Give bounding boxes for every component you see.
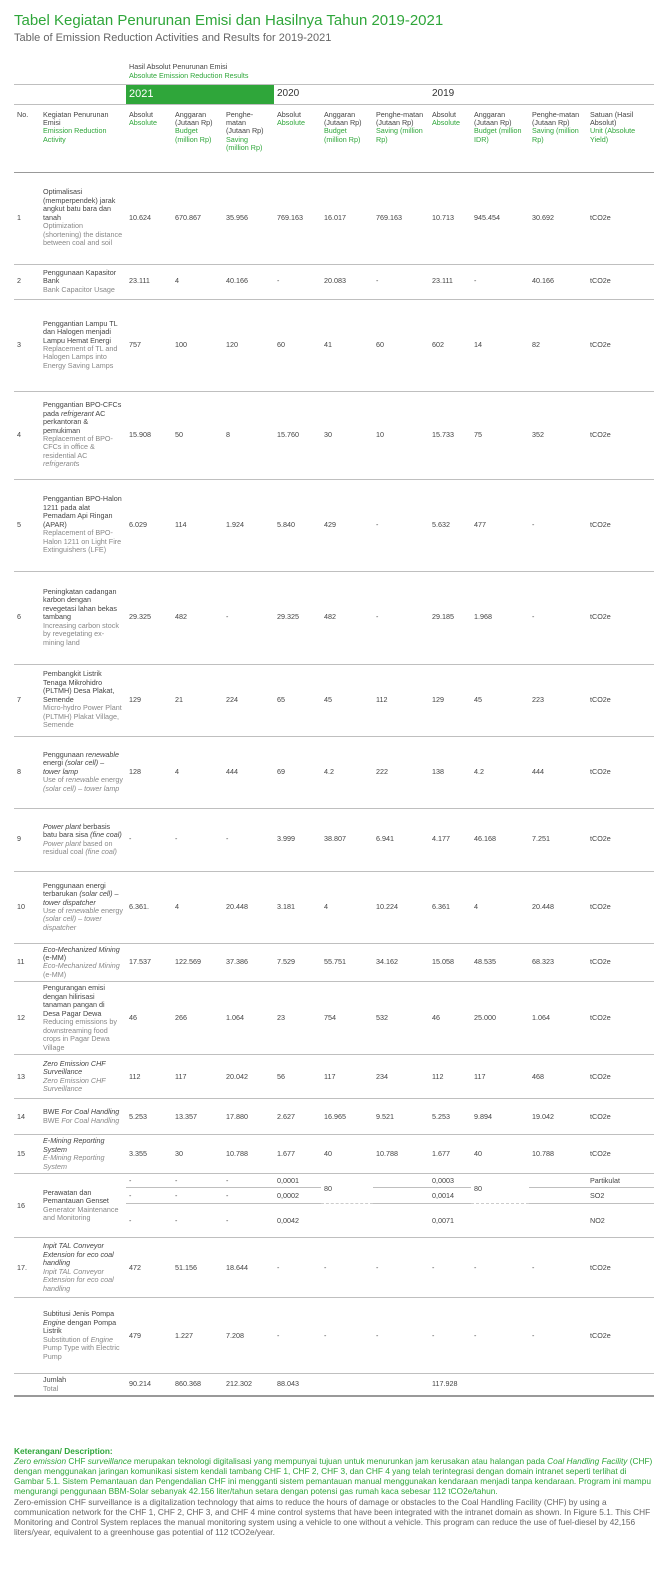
value-cell: 6.361 (429, 871, 471, 943)
value-cell: 234 (373, 1055, 429, 1099)
value-cell: - (321, 1298, 373, 1374)
value-cell: - (172, 808, 223, 871)
row-number: 12 (14, 982, 40, 1055)
row-number: 17. (14, 1238, 40, 1298)
value-cell: 0,0071 (429, 1204, 471, 1238)
notes-indonesian: Zero emission CHF surveillance merupakan teknologi digitalisasi yang mempunyai tujuan untuk menurunkan jam kerusakan atau halangan pada Coal Handling Facility (CHF) dengan menggunakan jaringan komunikasi sistem kendali tambang CHF 1, CHF 2, CHF 3, dan CHF 4 yang telah terintegrasi dengan domain intranet seperti terlihat di Gambar 5.1. Sistem Pemantauan dan Pengendalian CHF ini mengganti sistem pemantauan manual menggunakan kendaraan menjadi tanpa kendaraan. Program ini mampu mengurangi penggunaan BBM-Solar sebanyak 42.156 liter/tahun setara dengan potensi gas rumah kaca sebesar 112 tCO2e/tahun. (14, 1456, 653, 1497)
value-cell: 30 (172, 1135, 223, 1174)
row-number: 3 (14, 299, 40, 391)
activity-cell: Inpit TAL Conveyor Extension for eco coal handling Inpit TAL Conveyor Extension for eco coal handling (40, 1238, 126, 1298)
unit-cell: tCO2e (587, 391, 654, 479)
value-cell: - (529, 1238, 587, 1298)
row-number: 1 (14, 172, 40, 264)
col-budget-2021: Anggaran (Jutaan Rp) Budget (million Rp) (172, 104, 223, 172)
value-cell: 75 (471, 391, 529, 479)
row-number: 8 (14, 736, 40, 808)
group-header: Hasil Absolut Penurunan Emisi Absolute Emission Reduction Results (126, 60, 587, 84)
row-number: 13 (14, 1055, 40, 1099)
value-cell: 1.064 (529, 982, 587, 1055)
value-cell: 477 (471, 479, 529, 571)
value-cell: 29.185 (429, 571, 471, 664)
activity-cell: Penggunaan renewable energi (solar cell) – tower lamp Use of renewable energy (solar cell) – tower lamp (40, 736, 126, 808)
table-row (14, 479, 654, 571)
page-title: Tabel Kegiatan Penurunan Emisi dan Hasilnya Tahun 2019-2021 (14, 12, 444, 29)
value-cell: 1.677 (274, 1135, 321, 1174)
value-cell: 10.224 (373, 871, 429, 943)
year-2020-header: 2020 (274, 84, 429, 104)
value-cell: 4.177 (429, 808, 471, 871)
value-cell: 16.017 (321, 172, 373, 264)
value-cell: - (471, 264, 529, 299)
value-cell: 3.355 (126, 1135, 172, 1174)
value-cell: - (373, 1298, 429, 1374)
value-cell: 112 (373, 664, 429, 736)
value-cell: 20.042 (223, 1055, 274, 1099)
unit-cell: tCO2e (587, 1055, 654, 1099)
value-cell: 37.386 (223, 943, 274, 982)
unit-cell: tCO2e (587, 1099, 654, 1135)
value-cell: 4 (172, 736, 223, 808)
value-cell: 60 (274, 299, 321, 391)
value-cell: 1.227 (172, 1298, 223, 1374)
table-row (14, 1174, 654, 1188)
value-cell: 468 (529, 1055, 587, 1099)
activity-cell: E-Mining Reporting System E-Mining Reporting System (40, 1135, 126, 1174)
row-number: 2 (14, 264, 40, 299)
table-row (14, 299, 654, 391)
value-cell: 117 (321, 1055, 373, 1099)
unit-cell: SO2 (587, 1188, 654, 1204)
value-cell: 20.083 (321, 264, 373, 299)
table-row (14, 1298, 654, 1374)
row-number: 5 (14, 479, 40, 571)
value-cell: 223 (529, 664, 587, 736)
value-cell: 602 (429, 299, 471, 391)
value-cell: 7.208 (223, 1298, 274, 1374)
value-cell: 429 (321, 479, 373, 571)
activity-cell: Penggantian BPO-CFCs pada refrigerant AC perkantoran & pemukiman Replacement of BPO-CFCs in office & residential AC refrigerants (40, 391, 126, 479)
value-cell: 13.357 (172, 1099, 223, 1135)
row-number: 14 (14, 1099, 40, 1135)
value-cell (529, 1174, 587, 1188)
value-cell: 128 (126, 736, 172, 808)
unit-cell: tCO2e (587, 479, 654, 571)
activity-cell: Subtitusi Jenis Pompa Engine dengan Pompa Listrik Substitution of Engine Pump Type with Electric Pump (40, 1298, 126, 1374)
year-2019-header: 2019 (429, 84, 587, 104)
value-cell: 222 (373, 736, 429, 808)
table-row (14, 982, 654, 1055)
table-row (14, 264, 654, 299)
unit-cell: tCO2e (587, 264, 654, 299)
value-cell: 40 (471, 1135, 529, 1174)
value-cell: 945.454 (471, 172, 529, 264)
value-cell: 46.168 (471, 808, 529, 871)
value-cell: 482 (321, 571, 373, 664)
unit-cell: tCO2e (587, 571, 654, 664)
unit-cell: tCO2e (587, 871, 654, 943)
value-cell: 40.166 (529, 264, 587, 299)
unit-cell: tCO2e (587, 1135, 654, 1174)
col-abs-2021: Absolut Absolute (126, 104, 172, 172)
value-cell: 0,0001 (274, 1174, 321, 1188)
value-cell: 0,0003 (429, 1174, 471, 1188)
col-no: No. (14, 104, 40, 172)
value-cell: 224 (223, 664, 274, 736)
value-cell: 35.956 (223, 172, 274, 264)
value-cell: 25.000 (471, 982, 529, 1055)
row-number: 16 (14, 1174, 40, 1238)
value-cell: 129 (126, 664, 172, 736)
value-cell: 29.325 (126, 571, 172, 664)
value-cell: 120 (223, 299, 274, 391)
value-cell: 20.448 (223, 871, 274, 943)
unit-cell: tCO2e (587, 736, 654, 808)
value-cell: 10.713 (429, 172, 471, 264)
value-cell: 46 (126, 982, 172, 1055)
value-cell: - (274, 1298, 321, 1374)
value-cell: 23 (274, 982, 321, 1055)
value-cell: 30 (321, 391, 373, 479)
activity-cell: Pengurangan emisi dengan hilirisasi tanaman pangan di Desa Pagar Dewa Reducing emissions by downstreaming food crops in Pagar Dewa Village (40, 982, 126, 1055)
value-cell: - (172, 1174, 223, 1188)
value-cell: 16.965 (321, 1099, 373, 1135)
value-cell: 23.111 (429, 264, 471, 299)
activity-cell: Penggunaan Kapasitor Bank Bank Capacitor Usage (40, 264, 126, 299)
value-cell: 9.894 (471, 1099, 529, 1135)
value-cell: 23.111 (126, 264, 172, 299)
activity-cell: Perawatan dan Pemantauan Genset Generator Maintenance and Monitoring (40, 1174, 126, 1238)
value-cell: 769.163 (274, 172, 321, 264)
value-cell: 266 (172, 982, 223, 1055)
value-cell: - (529, 571, 587, 664)
row-number: 9 (14, 808, 40, 871)
table-row (14, 1055, 654, 1099)
value-cell: 80 (471, 1174, 529, 1204)
value-cell: - (126, 808, 172, 871)
value-cell: - (172, 1204, 223, 1238)
value-cell: 29.325 (274, 571, 321, 664)
activity-cell: Optimalisasi (memperpendek) jarak angkut batu bara dan tanah Optimization (shortening) the distance between coal and soil (40, 172, 126, 264)
year-2021-header: 2021 (126, 84, 274, 104)
value-cell: 45 (321, 664, 373, 736)
value-cell: 15.733 (429, 391, 471, 479)
value-cell: - (274, 1238, 321, 1298)
unit-cell: Partikulat (587, 1174, 654, 1188)
value-cell: - (321, 1238, 373, 1298)
value-cell: 5.632 (429, 479, 471, 571)
value-cell: 40.166 (223, 264, 274, 299)
value-cell: 10.788 (373, 1135, 429, 1174)
notes-heading: Keterangan/ Description: (14, 1446, 113, 1456)
value-cell: 532 (373, 982, 429, 1055)
value-cell: 17.537 (126, 943, 172, 982)
value-cell: 9.521 (373, 1099, 429, 1135)
unit-cell: tCO2e (587, 299, 654, 391)
value-cell: 114 (172, 479, 223, 571)
unit-cell: tCO2e (587, 664, 654, 736)
value-cell: 138 (429, 736, 471, 808)
value-cell: - (126, 1188, 172, 1204)
value-cell: - (373, 479, 429, 571)
value-cell: 19.042 (529, 1099, 587, 1135)
value-cell: 4 (172, 871, 223, 943)
value-cell: 41 (321, 299, 373, 391)
row-number: 15 (14, 1135, 40, 1174)
notes-english: Zero-emission CHF surveillance is a digitalization technology that aims to reduce the hours of damage or obstacles to the Coal Handling Facility (CHF) by using a communication network for the CHF 1, CHF 2, CHF 3, and CHF 4 mine control systems that have been integrated with the intranet domain as shown. In Figure 5.1. This CHF Monitoring and Control System replaces the manual monitoring system using a vehicle to one without a vehicle. This program can reduce the use of fuel-diesel by 42,156 liters/year, equivalent to a greenhouse gas potential of 112 tCO2e/year. (14, 1496, 651, 1537)
value-cell: 6.361. (126, 871, 172, 943)
value-cell: 10.624 (126, 172, 172, 264)
row-number: 10 (14, 871, 40, 943)
value-cell: - (373, 1238, 429, 1298)
col-unit: Satuan (Hasil Absolut) Unit (Absolute Yield) (587, 104, 654, 172)
value-cell: 5.253 (429, 1099, 471, 1135)
value-cell: - (223, 1204, 274, 1238)
table-row (14, 943, 654, 982)
value-cell: 0,0014 (429, 1188, 471, 1204)
activity-cell: Zero Emission CHF Surveillance Zero Emission CHF Surveillance (40, 1055, 126, 1099)
value-cell: 112 (429, 1055, 471, 1099)
table-row (14, 1099, 654, 1135)
value-cell: 21 (172, 664, 223, 736)
value-cell: - (373, 264, 429, 299)
col-budget-2019: Anggaran (Jutaan Rp) Budget (million IDR) (471, 104, 529, 172)
value-cell: - (126, 1204, 172, 1238)
unit-cell: tCO2e (587, 943, 654, 982)
value-cell: 112 (126, 1055, 172, 1099)
col-saving-2021: Penghe-matan (Jutaan Rp) Saving (million Rp) (223, 104, 274, 172)
value-cell: 129 (429, 664, 471, 736)
value-cell: 40 (321, 1135, 373, 1174)
value-cell: 38.807 (321, 808, 373, 871)
value-cell: 10 (373, 391, 429, 479)
value-cell: - (373, 571, 429, 664)
col-abs-2019: Absolut Absolute (429, 104, 471, 172)
table-row (14, 736, 654, 808)
page-subtitle: Table of Emission Reduction Activities and Results for 2019-2021 (14, 32, 332, 44)
value-cell: 6.941 (373, 808, 429, 871)
total-value: 90.214 (126, 1374, 172, 1396)
value-cell: 472 (126, 1238, 172, 1298)
value-cell: - (529, 479, 587, 571)
value-cell: 352 (529, 391, 587, 479)
value-cell: 30.692 (529, 172, 587, 264)
value-cell: - (223, 1174, 274, 1188)
value-cell: - (223, 571, 274, 664)
value-cell: - (429, 1298, 471, 1374)
value-cell: 48.535 (471, 943, 529, 982)
value-cell: 65 (274, 664, 321, 736)
value-cell: 122.569 (172, 943, 223, 982)
activity-cell: Pembangkit Listrik Tenaga Mikrohidro (PLTMH) Desa Plakat, Semende Micro-hydro Power Plant (PLTMH) Plakat Village, Semende (40, 664, 126, 736)
value-cell: - (223, 1188, 274, 1204)
value-cell: 754 (321, 982, 373, 1055)
value-cell: 670.867 (172, 172, 223, 264)
value-cell: 0,0002 (274, 1188, 321, 1204)
value-cell: 769.163 (373, 172, 429, 264)
activity-cell: Penggantian Lampu TL dan Halogen menjadi Lampu Hemat Energi Replacement of TL and Halogen Lamps into Energy Saving Lamps (40, 299, 126, 391)
total-label: Jumlah Total (40, 1374, 126, 1396)
unit-cell: tCO2e (587, 172, 654, 264)
value-cell: 479 (126, 1298, 172, 1374)
value-cell: - (172, 1188, 223, 1204)
value-cell: 15.760 (274, 391, 321, 479)
activity-cell: Power plant berbasis batu bara sisa (fine coal) Power plant based on residual coal (fine coal) (40, 808, 126, 871)
row-number: 6 (14, 571, 40, 664)
value-cell: 117 (172, 1055, 223, 1099)
table-row (14, 1135, 654, 1174)
value-cell: 757 (126, 299, 172, 391)
row-number: 11 (14, 943, 40, 982)
activity-cell: Penggunaan energi terbarukan (solar cell) – tower dispatcher Use of renewable energy (solar cell) – tower dispatcher (40, 871, 126, 943)
activity-cell: BWE For Coal Handling BWE For Coal Handling (40, 1099, 126, 1135)
value-cell: 100 (172, 299, 223, 391)
activity-cell: Peningkatan cadangan karbon dengan revegetasi lahan bekas tambang Increasing carbon stock by revegetating ex-mining land (40, 571, 126, 664)
unit-cell: tCO2e (587, 808, 654, 871)
value-cell: 51.156 (172, 1238, 223, 1298)
value-cell: 14 (471, 299, 529, 391)
value-cell (529, 1204, 587, 1238)
value-cell: 3.999 (274, 808, 321, 871)
value-cell: 17.880 (223, 1099, 274, 1135)
activity-cell: Penggantian BPO-Halon 1211 pada alat Pemadam Api Ringan (APAR) Replacement of BPO-Halon 1211 on Light Fire Extinguishers (LFE) (40, 479, 126, 571)
value-cell: 444 (529, 736, 587, 808)
table-row (14, 1238, 654, 1298)
total-value: 212.302 (223, 1374, 274, 1396)
value-cell: 0,0042 (274, 1204, 321, 1238)
value-cell: 5.840 (274, 479, 321, 571)
total-row (14, 1374, 654, 1396)
col-abs-2020: Absolut Absolute (274, 104, 321, 172)
value-cell: 82 (529, 299, 587, 391)
value-cell (373, 1174, 429, 1188)
col-activity: Kegiatan Penurunan Emisi Emission Reduction Activity (40, 104, 126, 172)
value-cell: 46 (429, 982, 471, 1055)
activity-cell: Eco-Mechanized Mining (e-MM) Eco-Mechanized Mining (e-MM) (40, 943, 126, 982)
value-cell: 15.058 (429, 943, 471, 982)
value-cell (373, 1204, 429, 1238)
col-saving-2019: Penghe-matan (Jutaan Rp) Saving (million Rp) (529, 104, 587, 172)
value-cell: 4 (471, 871, 529, 943)
value-cell: - (429, 1238, 471, 1298)
col-budget-2020: Anggaran (Jutaan Rp) Budget (million Rp) (321, 104, 373, 172)
value-cell: 60 (373, 299, 429, 391)
value-cell: - (274, 264, 321, 299)
value-cell: 15.908 (126, 391, 172, 479)
row-number: 7 (14, 664, 40, 736)
value-cell: 50 (172, 391, 223, 479)
unit-cell: tCO2e (587, 1238, 654, 1298)
value-cell: 55.751 (321, 943, 373, 982)
unit-cell: tCO2e (587, 982, 654, 1055)
value-cell: 4 (172, 264, 223, 299)
value-cell: - (223, 808, 274, 871)
value-cell: 5.253 (126, 1099, 172, 1135)
value-cell: 117 (471, 1055, 529, 1099)
value-cell: 18.644 (223, 1238, 274, 1298)
value-cell (529, 1188, 587, 1204)
table-row (14, 664, 654, 736)
row-number: 4 (14, 391, 40, 479)
value-cell: 4 (321, 871, 373, 943)
value-cell: 69 (274, 736, 321, 808)
value-cell: - (126, 1174, 172, 1188)
value-cell: 10.788 (529, 1135, 587, 1174)
total-value: 88.043 (274, 1374, 321, 1396)
table-row (14, 571, 654, 664)
value-cell: 34.162 (373, 943, 429, 982)
col-saving-2020: Penghe-matan (Jutaan Rp) Saving (million Rp) (373, 104, 429, 172)
value-cell: 482 (172, 571, 223, 664)
value-cell: - (471, 1238, 529, 1298)
value-cell: - (529, 1298, 587, 1374)
value-cell: 1.064 (223, 982, 274, 1055)
value-cell: 80 (321, 1174, 373, 1204)
emission-table (14, 60, 654, 1397)
value-cell: 4.2 (471, 736, 529, 808)
total-value: 117.928 (429, 1374, 471, 1396)
value-cell: - (471, 1298, 529, 1374)
value-cell: 45 (471, 664, 529, 736)
total-value: 860.368 (172, 1374, 223, 1396)
unit-cell: NO2 (587, 1204, 654, 1238)
value-cell: 2.627 (274, 1099, 321, 1135)
value-cell: 6.029 (126, 479, 172, 571)
unit-cell: tCO2e (587, 1298, 654, 1374)
row-number (14, 1298, 40, 1374)
value-cell: 4.2 (321, 736, 373, 808)
value-cell: 444 (223, 736, 274, 808)
value-cell: 8 (223, 391, 274, 479)
value-cell (373, 1188, 429, 1204)
value-cell: 7.529 (274, 943, 321, 982)
value-cell: 56 (274, 1055, 321, 1099)
notes-section (14, 1446, 654, 1537)
value-cell: 1.968 (471, 571, 529, 664)
table-row (14, 871, 654, 943)
table-row (14, 808, 654, 871)
table-row (14, 391, 654, 479)
value-cell: 68.323 (529, 943, 587, 982)
value-cell: 20.448 (529, 871, 587, 943)
value-cell: 1.677 (429, 1135, 471, 1174)
table-row (14, 172, 654, 264)
value-cell: 7.251 (529, 808, 587, 871)
value-cell: 10.788 (223, 1135, 274, 1174)
value-cell: 3.181 (274, 871, 321, 943)
value-cell: 1.924 (223, 479, 274, 571)
